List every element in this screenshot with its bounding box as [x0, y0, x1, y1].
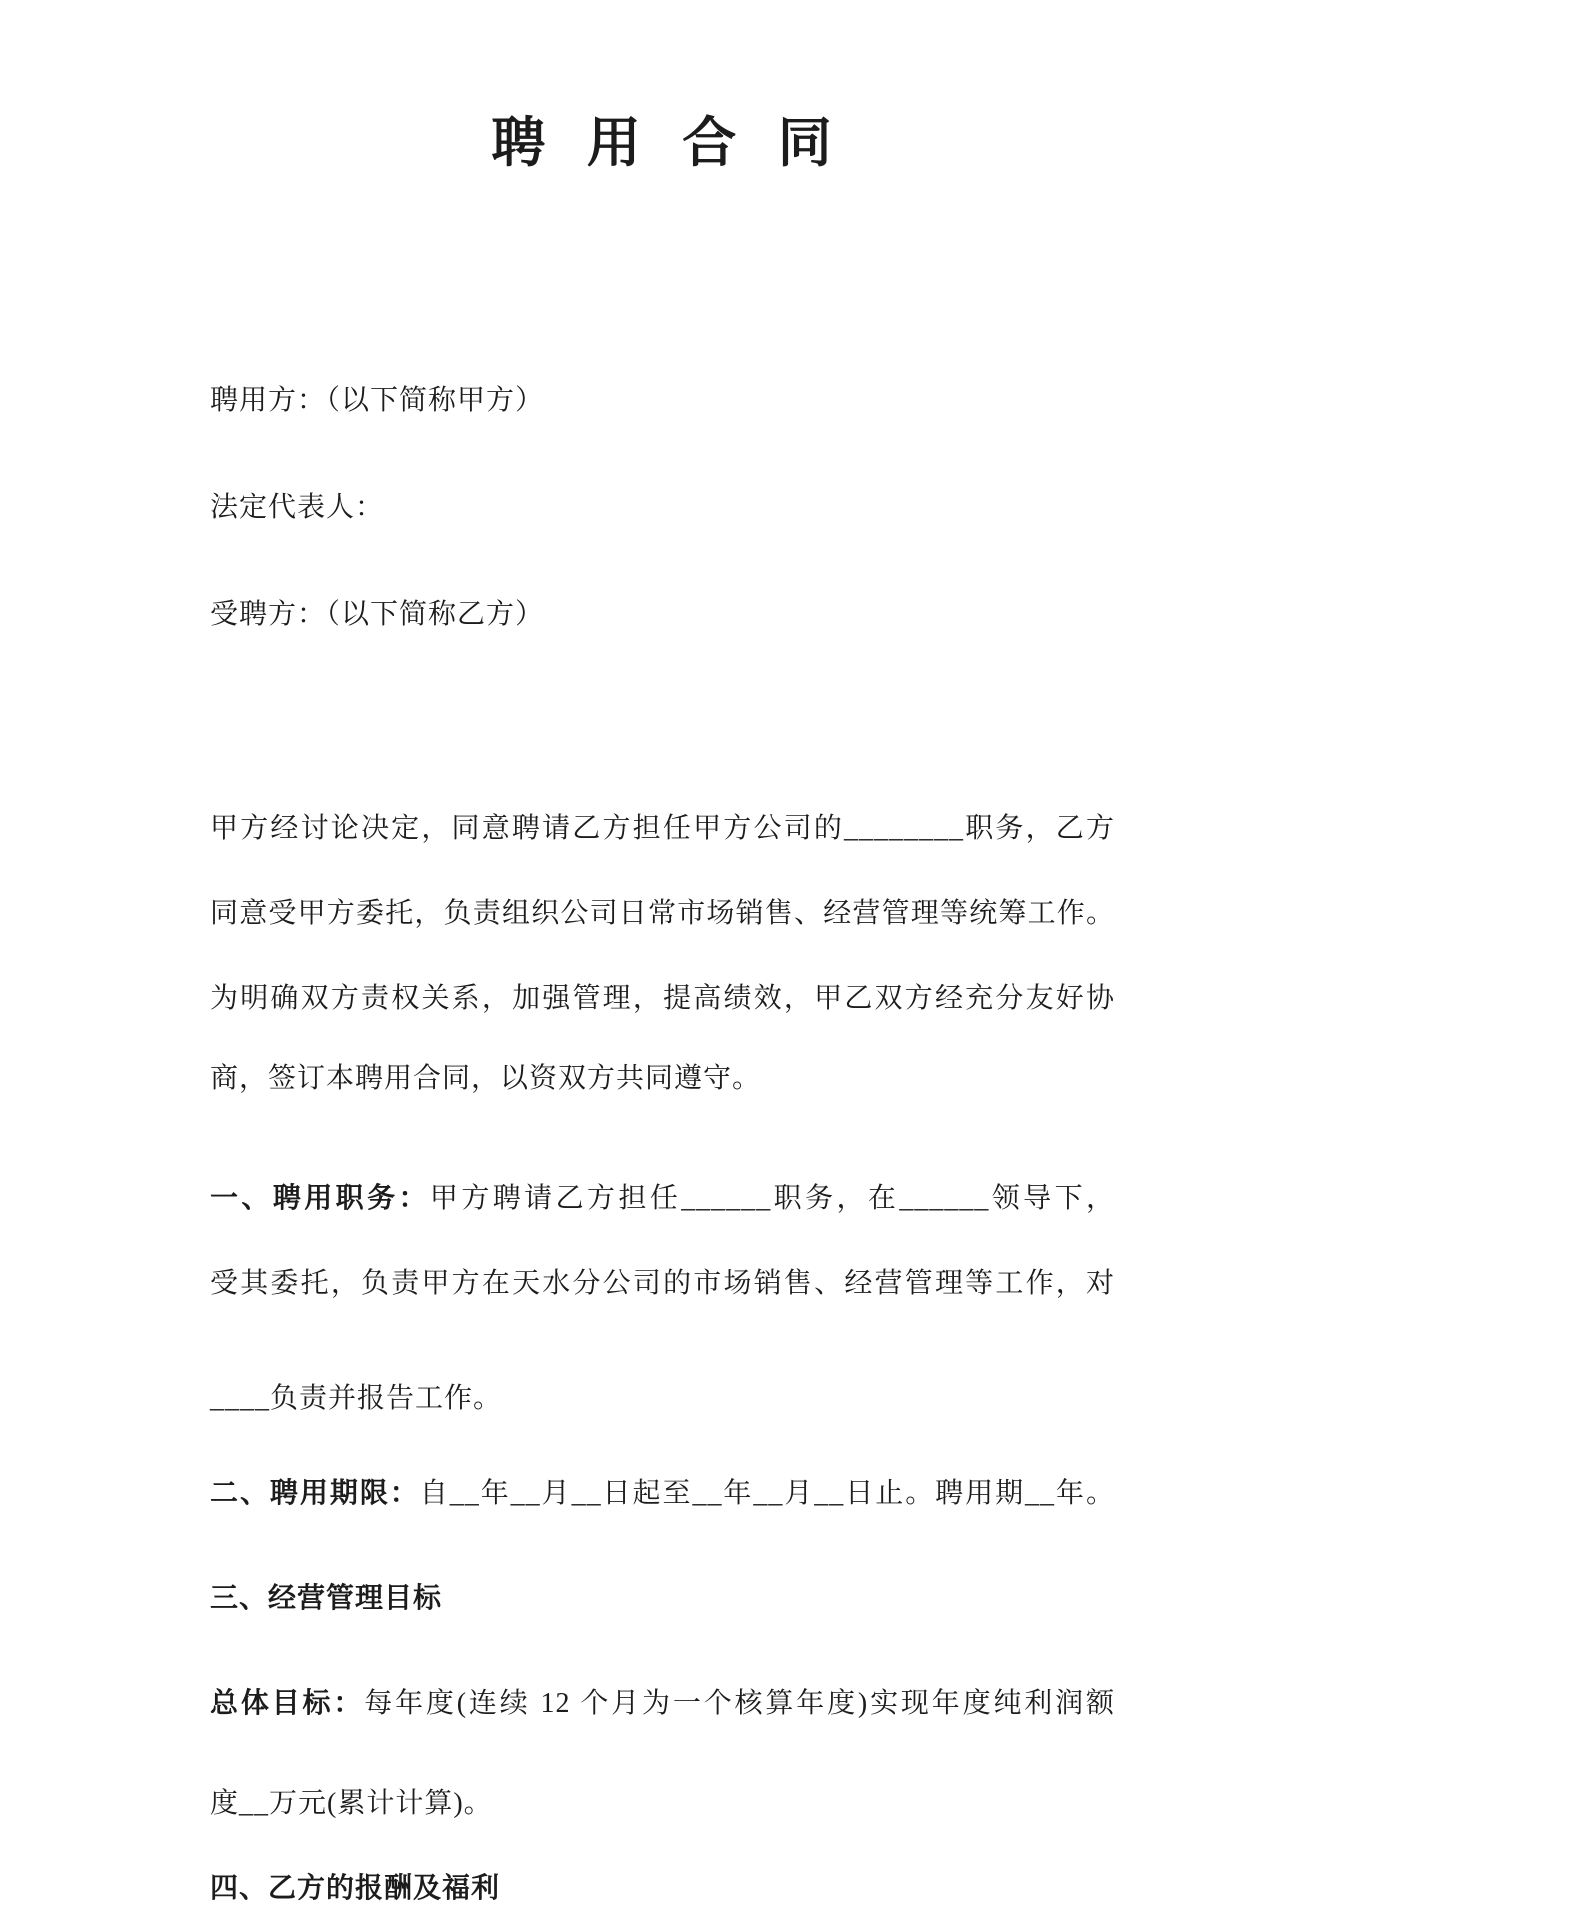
section-three-subheading: 总体目标：: [210, 1688, 365, 1719]
section-four-heading-line: [210, 1866, 1115, 1912]
intro-paragraph-line-4: 商，签订本聘用合同，以资双方共同遵守。: [210, 1063, 762, 1094]
section-three-line-2: 度__万元(累计计算)。: [210, 1788, 493, 1819]
section-three-body-1: 每年度(连续 12 个月为一个核算年度)实现年度纯利润额: [364, 1688, 1115, 1719]
section-three-heading: 三、经营管理目标: [210, 1583, 443, 1614]
contract-content: [210, 0, 1115, 1923]
intro-paragraph-line-1: 甲方经讨论决定，同意聘请乙方担任甲方公司的________职务，乙方: [210, 813, 1115, 844]
party-a-line: 聘用方：（以下简称甲方）: [210, 385, 545, 416]
section-three-heading-line: [210, 1576, 1115, 1622]
intro-paragraph-line-3: 为明确双方责权关系，加强管理，提高绩效，甲乙双方经充分友好协: [210, 983, 1115, 1014]
section-one-line-2: 受其委托，负责甲方在天水分公司的市场销售、经营管理等工作，对: [210, 1268, 1115, 1299]
section-one-line-1: [210, 1176, 1115, 1222]
section-two-line: [210, 1471, 1115, 1517]
section-two-heading: 二、聘用期限：: [210, 1478, 420, 1509]
party-b-line: 受聘方：（以下简称乙方）: [210, 599, 545, 630]
section-one-heading: 一、聘用职务：: [210, 1183, 430, 1214]
section-one-line-3: ____负责并报告工作。: [210, 1383, 503, 1414]
section-two-body: 自__年__月__日起至__年__月__日止。聘用期__年。: [419, 1478, 1115, 1509]
section-three-line-1: [210, 1681, 1115, 1727]
intro-paragraph-line-2: 同意受甲方委托，负责组织公司日常市场销售、经营管理等统筹工作。: [210, 898, 1115, 929]
section-one-body-1: 甲方聘请乙方担任______职务，在______领导下，: [429, 1183, 1115, 1214]
section-four-heading: 四、乙方的报酬及福利: [210, 1873, 501, 1904]
contract-title: 聘 用 合 同: [491, 113, 834, 173]
legal-representative-line: 法定代表人：: [210, 492, 385, 523]
